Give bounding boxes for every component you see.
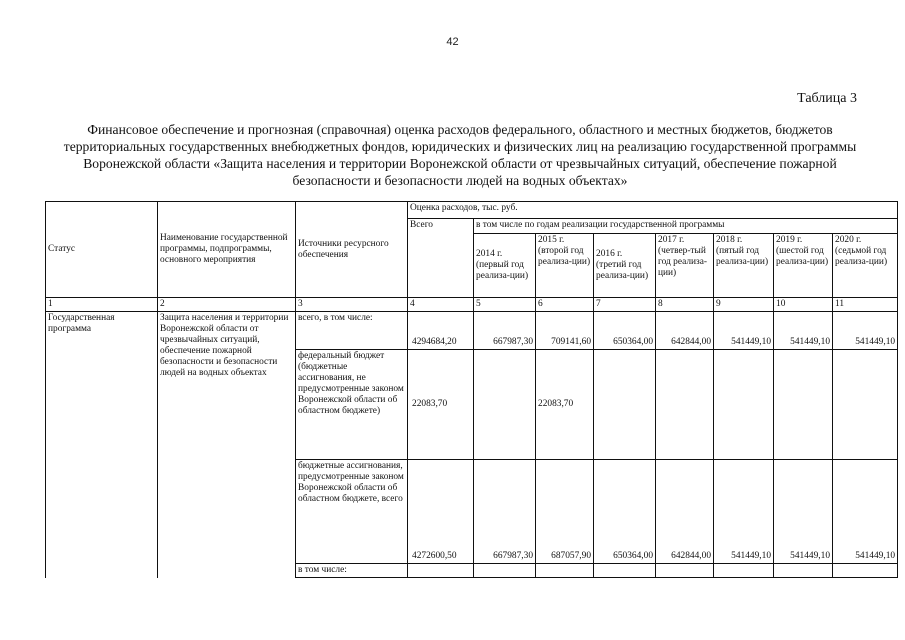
value-cell bbox=[656, 564, 714, 578]
value-cell: 642844,00 bbox=[656, 312, 714, 350]
value-cell: 22083,70 bbox=[536, 350, 594, 460]
value-cell: 541449,10 bbox=[714, 460, 774, 564]
header-year-2016: 2016 г. (третий год реализа-ции) bbox=[594, 234, 656, 298]
financing-table bbox=[45, 201, 898, 578]
value-cell bbox=[714, 564, 774, 578]
document-title: Финансовое обеспечение и прогнозная (справочная) оценка расходов федерального, областного и местных бюджетов, бюджетов территориальных государственных внебюджетных фондов, юридических и физических лиц на реализацию государственной программы Воронежской области «Защита населения и территории Воронежской области от чрезвычайных ситуаций, обеспечение пожарной безопасности и безопасности людей на водных объектах» bbox=[63, 122, 857, 188]
header-estimate: Оценка расходов, тыс. руб. bbox=[408, 202, 898, 219]
program-name: Защита населения и территории Воронежской области от чрезвычайных ситуаций, обеспечение пожарной безопасности и безопасности людей на водных объектах bbox=[158, 312, 296, 578]
value-cell bbox=[594, 350, 656, 460]
program-status: Государственная программа bbox=[46, 312, 158, 578]
value-cell bbox=[656, 350, 714, 460]
col-number: 10 bbox=[774, 298, 833, 312]
total-cell: 22083,70 bbox=[408, 350, 474, 460]
source-cell: в том числе: bbox=[296, 564, 408, 578]
header-year-2020: 2020 г. (седьмой год реализа-ции) bbox=[833, 234, 898, 298]
value-cell bbox=[774, 350, 833, 460]
value-cell: 709141,60 bbox=[536, 312, 594, 350]
header-year-2019: 2019 г. (шестой год реализа-ции) bbox=[774, 234, 833, 298]
column-numbers-row bbox=[46, 298, 898, 312]
header-year-2017: 2017 г. (четвер-тый год реализа-ции) bbox=[656, 234, 714, 298]
total-cell: 4272600,50 bbox=[408, 460, 474, 564]
col-number: 8 bbox=[656, 298, 714, 312]
header-row-1 bbox=[46, 202, 898, 219]
col-number: 4 bbox=[408, 298, 474, 312]
source-cell: бюджетные ассигнования, предусмотренные законом Воронежской области об областном бюджете, всего bbox=[296, 460, 408, 564]
value-cell bbox=[774, 564, 833, 578]
header-total: Всего bbox=[408, 219, 474, 298]
value-cell: 687057,90 bbox=[536, 460, 594, 564]
col-number: 9 bbox=[714, 298, 774, 312]
value-cell: 650364,00 bbox=[594, 312, 656, 350]
header-year-2015: 2015 г. (второй год реализа-ции) bbox=[536, 234, 594, 298]
header-name: Наименование государственной программы, подпрограммы, основного мероприятия bbox=[158, 202, 296, 298]
header-by-years: в том числе по годам реализации государственной программы bbox=[474, 219, 898, 234]
table-row bbox=[46, 312, 898, 350]
value-cell bbox=[536, 564, 594, 578]
col-number: 11 bbox=[833, 298, 898, 312]
value-cell: 667987,30 bbox=[474, 312, 536, 350]
value-cell: 650364,00 bbox=[594, 460, 656, 564]
value-cell bbox=[833, 564, 898, 578]
value-cell bbox=[714, 350, 774, 460]
value-cell bbox=[594, 564, 656, 578]
value-cell bbox=[474, 350, 536, 460]
value-cell: 541449,10 bbox=[714, 312, 774, 350]
col-number: 3 bbox=[296, 298, 408, 312]
header-year-2018: 2018 г. (пятый год реализа-ции) bbox=[714, 234, 774, 298]
total-cell bbox=[408, 564, 474, 578]
table-label: Таблица 3 bbox=[797, 91, 857, 106]
value-cell bbox=[474, 564, 536, 578]
source-cell: всего, в том числе: bbox=[296, 312, 408, 350]
value-cell: 667987,30 bbox=[474, 460, 536, 564]
value-cell: 642844,00 bbox=[656, 460, 714, 564]
col-number: 5 bbox=[474, 298, 536, 312]
total-cell: 4294684,20 bbox=[408, 312, 474, 350]
header-sources: Источники ресурсного обеспечения bbox=[296, 202, 408, 298]
value-cell: 541449,10 bbox=[774, 460, 833, 564]
col-number: 2 bbox=[158, 298, 296, 312]
col-number: 6 bbox=[536, 298, 594, 312]
header-year-2014: 2014 г. (первый год реализа-ции) bbox=[474, 234, 536, 298]
col-number: 7 bbox=[594, 298, 656, 312]
value-cell bbox=[833, 350, 898, 460]
page-number: 42 bbox=[446, 36, 459, 48]
value-cell: 541449,10 bbox=[833, 460, 898, 564]
value-cell: 541449,10 bbox=[774, 312, 833, 350]
source-cell: федеральный бюджет (бюджетные ассигнования, не предусмотренные законом Воронежской области об областном бюджете) bbox=[296, 350, 408, 460]
value-cell: 541449,10 bbox=[833, 312, 898, 350]
header-status: Статус bbox=[46, 202, 158, 298]
col-number: 1 bbox=[46, 298, 158, 312]
